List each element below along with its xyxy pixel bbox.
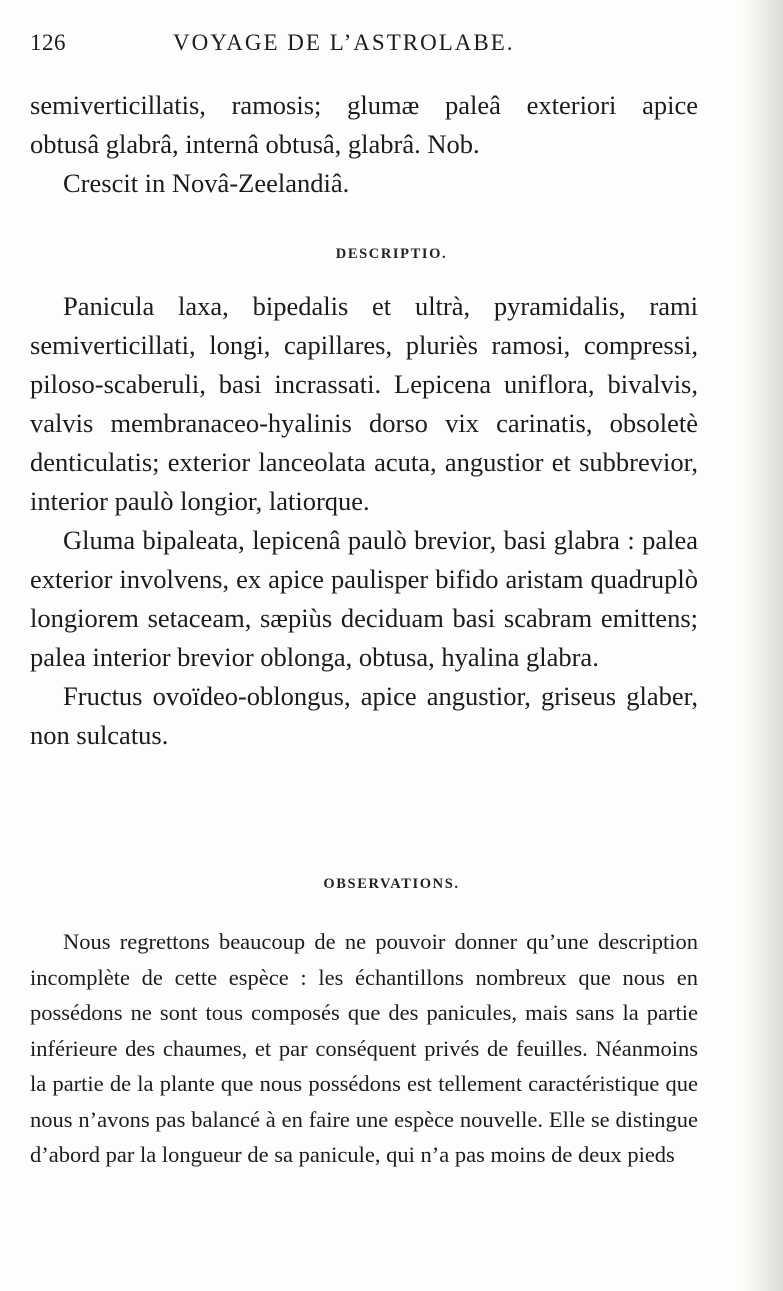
intro-line-1: semiverticillatis, ramosis; glumæ paleâ exteriori apice: [30, 90, 698, 120]
observations-heading: OBSERVATIONS.: [323, 876, 460, 892]
page-header: [30, 30, 730, 66]
habitat-text: Crescit in Novâ-Zeelandiâ.: [63, 168, 350, 198]
descriptio-paragraph-2: Gluma bipaleata, lepicenâ paulò brevior, basi glabra : palea exterior involvens, ex apice paulisper bifido aristam quadruplò longiorem setaceam, sæpiùs deciduam basi scabram emittens; palea interior brevior oblonga, obtusa, hyalina glabra.: [30, 525, 698, 672]
descriptio-paragraph-1: Panicula laxa, bipedalis et ultrà, pyramidalis, rami semiverticillati, longi, capillares, pluriès ramosi, compressi, piloso-scaberuli, basi incrassati. Lepicena uniflora, bivalvis, valvis membranaceo-hyalinis dorso vix carinatis, obsoletè denticulatis; exterior lanceolata acuta, angustior et subbrevior, interior paulò longior, latiorque.: [30, 291, 698, 516]
descriptio-block: [30, 287, 698, 755]
intro-block: [30, 86, 698, 203]
running-head: VOYAGE DE L’ASTROLABE.: [173, 30, 515, 55]
descriptio-heading: DESCRIPTIO.: [335, 246, 448, 262]
page-edge-shadow: [741, 0, 783, 1291]
descriptio-paragraph-3: Fructus ovoïdeo-oblongus, apice angustior, griseus glaber, non sulcatus.: [30, 681, 698, 750]
observations-block: [30, 924, 698, 1173]
page-number: 126: [30, 30, 66, 55]
intro-line-2: obtusâ glabrâ, internâ obtusâ, glabrâ. Nob.: [30, 129, 480, 159]
observations-paragraph: Nous regrettons beaucoup de ne pouvoir donner qu’une description incomplète de cette espèce : les échantillons nombreux que nous en possédons ne sont tous composés que des panicules, mais sans la partie inférieure des chaumes, et par conséquent privés de feuilles. Néanmoins la partie de la plante que nous possédons est tellement caractéristique que nous n’avons pas balancé à en faire une espèce nouvelle. Elle se distingue d’abord par la longueur de sa panicule, qui n’a pas moins de deux pieds: [30, 929, 698, 1167]
